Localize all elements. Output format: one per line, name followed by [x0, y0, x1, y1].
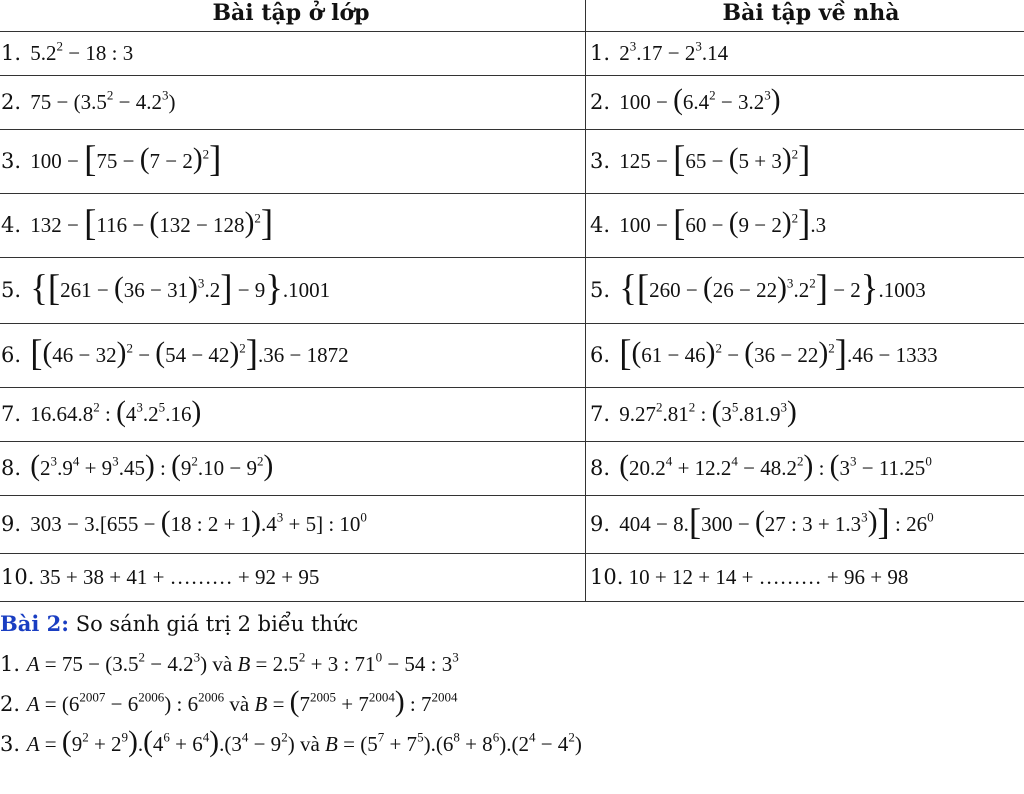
class-exercise-expression: 35 + 38 + 41 + ……… + 92 + 95 [34, 565, 320, 589]
class-exercise-number: 1. [1, 41, 22, 65]
section-bai-2 [0, 604, 1024, 764]
homework-exercise-number: 4. [590, 213, 611, 237]
class-exercise-expression: $\{[261 - (36 - 31)^3.2] - 9\}.1001$ [30, 266, 331, 308]
section-heading [0, 604, 1024, 644]
class-exercise-expression: $(2^3.9^4 + 9^3.45)$ : $(9^2.10 - 9^2)$ [30, 450, 274, 482]
homework-exercise-number: 1. [590, 41, 611, 65]
comparison-number: 3. [0, 732, 27, 756]
homework-exercise-expression: 10 + 12 + 14 + ……… + 96 + 98 [623, 565, 909, 589]
homework-exercise-cell [586, 258, 1024, 324]
homework-exercise-cell [586, 194, 1024, 258]
homework-exercise-cell [586, 324, 1024, 388]
comparison-number: 2. [0, 692, 27, 716]
homework-exercise-expression: $125 - [65 - (5 + 3)^2]$ [614, 137, 811, 179]
comparison-expression: $A = (9^2 + 2^9).(4^6 + 6^4).(3^4 - 9^2)$ và $B = (5^7 + 7^5).(6^8 + 8^6).(2^4 - 4^2)$ [26, 726, 582, 758]
class-exercise-cell [0, 324, 586, 388]
homework-exercise-number: 3. [590, 149, 611, 173]
class-exercise-expression: $132 - [116 - (132 - 128)^2]$ [25, 201, 274, 243]
homework-exercise-cell [586, 130, 1024, 194]
class-exercise-number: 6. [1, 343, 22, 367]
homework-exercise-expression: $100 - [60 - (9 - 2)^2].3$ [614, 201, 827, 243]
header-homework: Bài tập về nhà [586, 0, 1024, 32]
header-class-exercises: Bài tập ở lớp [0, 0, 586, 32]
homework-exercise-expression: 404 − 8.[300 − (27 : $3 + 1.3^3$)] : $26^0$ [614, 500, 934, 542]
table-row [0, 194, 1024, 258]
class-exercise-cell [0, 388, 586, 442]
table-row [0, 32, 1024, 76]
homework-exercise-expression: $\{[260 - (26 - 22)^3.2^2] - 2\}.1003$ [619, 266, 926, 308]
comparison-item [0, 724, 1024, 764]
homework-exercise-cell [586, 76, 1024, 130]
class-exercise-cell [0, 554, 586, 602]
homework-exercise-number: 9. [590, 512, 611, 536]
table-row [0, 324, 1024, 388]
class-exercise-cell [0, 32, 586, 76]
homework-exercise-expression: $9.27^2.81^2$ : $(3^5.81.9^3)$ [614, 396, 797, 428]
homework-exercise-number: 8. [590, 456, 611, 480]
homework-exercise-number: 2. [590, 90, 611, 114]
homework-exercise-cell [586, 496, 1024, 554]
class-exercise-expression: $5.2^2 - 18$ : 3 [25, 38, 134, 65]
homework-exercise-number: 6. [590, 343, 611, 367]
class-exercise-number: 7. [1, 402, 22, 426]
table-row [0, 442, 1024, 496]
class-exercise-expression: 303 − 3.[655 − (18 : $2 + 1).4^3 + 5$] : $10^0$ [25, 506, 367, 538]
comparison-item [0, 684, 1024, 724]
homework-exercise-expression: $100 - (6.4^2 - 3.2^3)$ [614, 84, 781, 116]
class-exercise-number: 2. [1, 90, 22, 114]
table-row [0, 130, 1024, 194]
homework-exercise-cell [586, 32, 1024, 76]
class-exercise-cell [0, 130, 586, 194]
homework-exercise-cell [586, 442, 1024, 496]
homework-exercise-number: 7. [590, 402, 611, 426]
class-exercise-number: 10. [1, 565, 35, 589]
homework-exercise-cell [586, 554, 1024, 602]
comparison-expression: $A = 75 - (3.5^2 - 4.2^3)$ và $B = 2.5^2 + 3$ : $71^0 - 54$ : $3^3$ [26, 649, 459, 676]
class-exercise-expression: $75 - (3.5^2 - 4.2^3)$ [25, 87, 176, 114]
class-exercise-number: 3. [1, 149, 22, 173]
class-exercise-cell [0, 76, 586, 130]
class-exercise-cell [0, 194, 586, 258]
section-label: Bài 2: [0, 611, 70, 636]
homework-exercise-cell [586, 388, 1024, 442]
table-row [0, 496, 1024, 554]
class-exercise-expression: $100 - [75 - (7 - 2)^2]$ [25, 137, 222, 179]
homework-exercise-expression: $[(61 - 46)^2 - (36 - 22)^2].46 - 1333$ [619, 331, 938, 373]
class-exercise-cell [0, 258, 586, 324]
class-exercise-number: 8. [1, 456, 22, 480]
class-exercise-cell [0, 442, 586, 496]
class-exercise-number: 4. [1, 213, 22, 237]
comparison-item [0, 644, 1024, 684]
comparison-expression: $A = (6^{2007} - 6^{2006})$ : $6^{2006}$ và $B = (7^{2005} + 7^{2004})$ : $7^{2004}$ [26, 686, 458, 718]
table-row [0, 554, 1024, 602]
homework-exercise-expression: $2^3.17 - 2^3.14$ [614, 38, 729, 65]
homework-exercise-number: 5. [590, 278, 611, 302]
table-header-row [0, 0, 1024, 32]
table-row [0, 258, 1024, 324]
section-title: So sánh giá trị 2 biểu thức [69, 612, 359, 636]
table-row [0, 388, 1024, 442]
class-exercise-expression: $[(46 - 32)^2 - (54 - 42)^2].36 - 1872$ [30, 331, 349, 373]
class-exercise-number: 5. [1, 278, 22, 302]
comparison-number: 1. [0, 652, 27, 676]
class-exercise-cell [0, 496, 586, 554]
homework-exercise-expression: $(20.2^4 + 12.2^4 - 48.2^2)$ : ($3^3 - 11.25^0$ [619, 450, 932, 482]
table-row [0, 76, 1024, 130]
class-exercise-number: 9. [1, 512, 22, 536]
homework-exercise-number: 10. [590, 565, 624, 589]
class-exercise-expression: 16.64.8$^2$ : $(4^3.2^5.16)$ [25, 396, 202, 428]
